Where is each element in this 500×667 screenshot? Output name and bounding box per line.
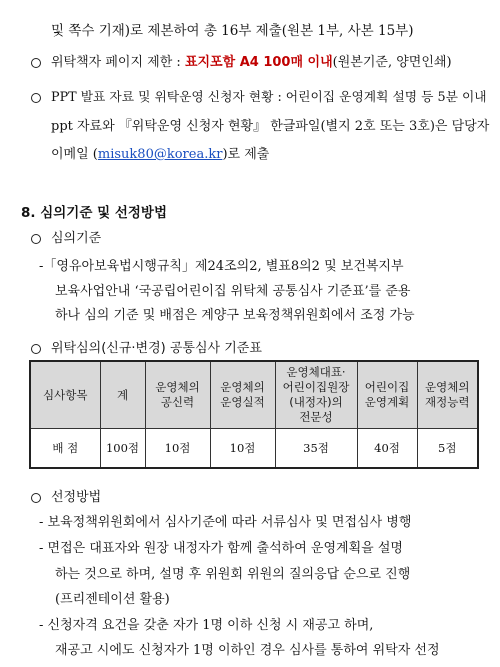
email-suffix: )로 제출	[222, 147, 270, 162]
ppt-line-3	[51, 146, 269, 164]
table-cell: 배 점	[30, 429, 100, 469]
header-text: 운영체의 공신력	[155, 380, 200, 409]
page-limit-line	[51, 54, 452, 72]
header-text: 어린이집 운영계획	[364, 380, 410, 409]
continuation-line: 및 쪽수 기재)로 제본하여 총 16부 제출(원본 1부, 사본 15부)	[51, 23, 414, 39]
criteria-title: 심의기준	[51, 231, 102, 246]
criteria-line-2: 보육사업안내 ‘국공립어린이집 위탁체 공통심사 기준표’를 준용	[55, 284, 411, 299]
circle-bullet-icon	[31, 344, 41, 354]
section-heading: 8. 심의기준 및 선정방법	[21, 205, 167, 221]
page-limit-suffix: (원본기준, 양면인쇄)	[332, 55, 452, 70]
page-limit-prefix: 위탁책자 페이지 제한 :	[51, 55, 185, 70]
email-prefix: 이메일 (	[51, 147, 98, 162]
table-header	[275, 361, 357, 429]
selection-line-1: - 보육정책위원회에서 심사기준에 따라 서류심사 및 면접심사 병행	[39, 515, 412, 530]
circle-bullet-icon	[31, 58, 41, 68]
criteria-table	[29, 360, 479, 469]
table-header	[210, 361, 275, 429]
selection-line-2: - 면접은 대표자와 원장 내정자가 함께 출석하여 운영계획을 설명	[39, 541, 403, 556]
selection-title: 선정방법	[51, 490, 102, 505]
circle-bullet-icon	[31, 234, 41, 244]
table-row	[30, 429, 478, 469]
selection-line-6: 재공고 시에도 신청자가 1명 이하인 경우 심사를 통하여 위탁자 선정	[55, 643, 440, 658]
table-cell: 10점	[145, 429, 210, 469]
header-text: 운영체의 운영실적	[220, 380, 265, 409]
table-header-row	[30, 361, 478, 429]
table-header	[417, 361, 478, 429]
circle-bullet-icon	[31, 493, 41, 503]
ppt-line-1: PPT 발표 자료 및 위탁운영 신청자 현황 : 어린이집 운영계획 설명 등 5분 이내	[51, 90, 487, 105]
table-header	[357, 361, 417, 429]
ppt-line-2: ppt 자료와 『위탁운영 신청자 현황』 한글파일(별지 2호 또는 3호)은 담당자	[51, 119, 490, 134]
table-header: 심사항목	[30, 361, 100, 429]
criteria-line-1: -「영유아보육법시행규칙」제24조의2, 별표8의2 및 보건복지부	[39, 259, 404, 274]
table-cell: 10점	[210, 429, 275, 469]
table-cell: 100점	[100, 429, 145, 469]
table-cell: 35점	[275, 429, 357, 469]
header-text: 운영체의 재정능력	[425, 380, 470, 409]
table-cell: 5점	[417, 429, 478, 469]
page-limit-highlight: 표지포함 A4 100매 이내	[184, 55, 333, 70]
criteria-line-3: 하나 심의 기준 및 배점은 계양구 보육정책위원회에서 조정 가능	[55, 308, 415, 323]
selection-line-3: 하는 것으로 하며, 설명 후 위원회 위원의 질의응답 순으로 진행	[55, 567, 411, 582]
selection-line-4: (프리젠테이션 활용)	[55, 592, 170, 607]
header-text: 운영체대표· 어린이집원장 (내정자)의 전문성	[282, 365, 350, 424]
circle-bullet-icon	[31, 93, 41, 103]
table-header: 계	[100, 361, 145, 429]
selection-line-5: - 신청자격 요건을 갖춘 자가 1명 이하 신청 시 재공고 하며,	[39, 618, 374, 633]
table-cell: 40점	[357, 429, 417, 469]
email-link[interactable]: misuk80@korea.kr	[97, 147, 223, 162]
table-title: 위탁심의(신규·변경) 공통심사 기준표	[51, 341, 262, 356]
table-header	[145, 361, 210, 429]
